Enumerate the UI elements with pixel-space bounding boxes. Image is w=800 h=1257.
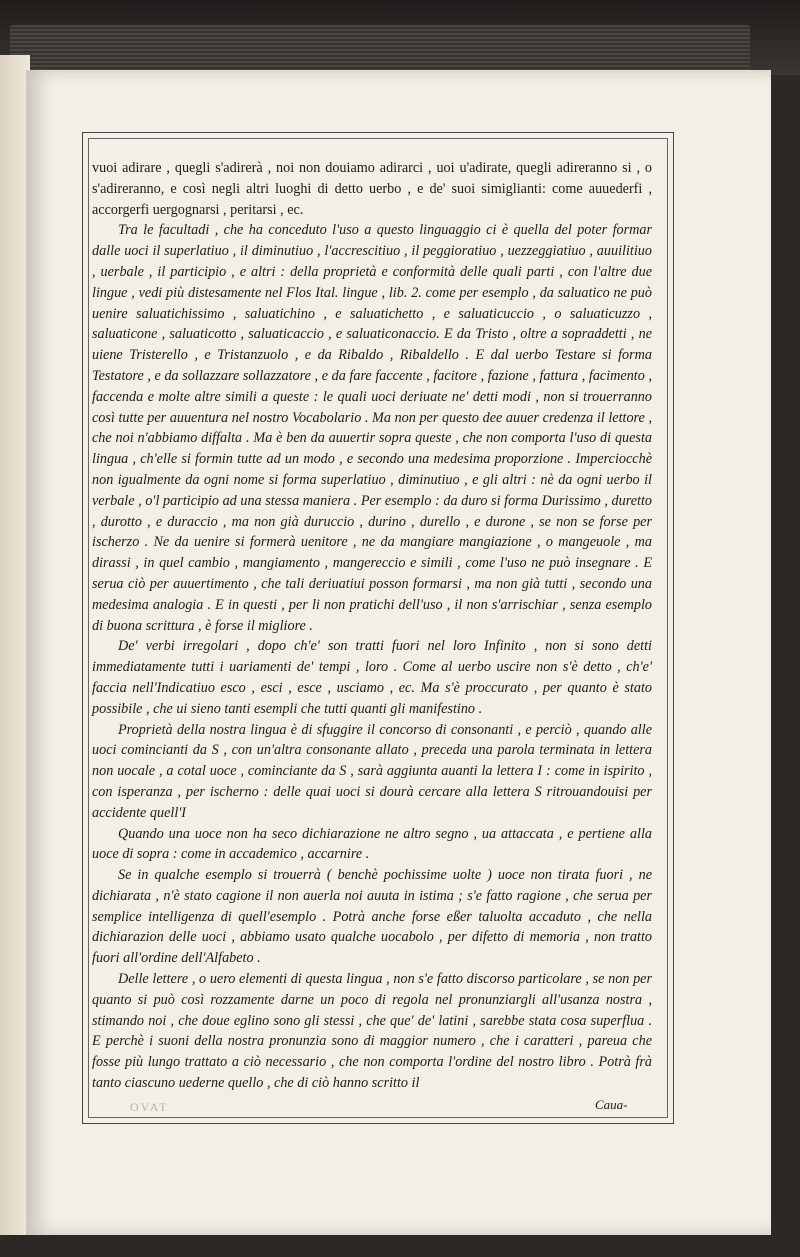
paragraph-2: Tra le facultadi , che ha conceduto l'uso a questo linguaggio ci è quella del poter formar dalle uoci il superlatiuo , il diminutiuo , l'accrescitiuo , il peggioratiuo , uezzeggiatiuo , auuilitiuo , uerbale , il participio , e altri : della proprietà e conformità delle quali parti , con l'altre due lingue , vedi più distesamente nel Flos Ital. lingue , lib. 2. come per esemplo , da saluatico ne può uenire saluatichissimo , saluatichino , e saluatichetto , e saluaticuccio , o saluaticuzzo , saluaticone , saluaticotto , saluaticaccio , e saluaticonaccio. E da Tristo , oltre a sopraddetti , ne uiene Tristerello , e Tristanzuolo , e da Ribaldo , Ribaldello . E dal uerbo Testare si forma Testatore , e da sollazzare sollazzatore , e da fare faccente , facitore , fazione , fattura , facimento , faccenda e molte altre simili a queste : le quali uoci deriuate ne' detti modi , non si trouerranno così tutte per auuentura nel nostro Vocabolario . Ma non per questo dee auuer credenza il lettore , che noi n'abbiamo diffalta . Ma è ben da auuertir sopra queste , che non comporta l'uso di questa lingua , ch'elle si formin tutte ad un modo , e secondo una medesima proporzione . Imperciocchè non igualmente da ogni nome si forma superlatiuo , diminutiuo , e gli altri : nè da ogni uerbo il verbale , o'l participio ad una stessa maniera . Per esemplo : da duro si forma Durissimo , duretto , durotto , e duraccio , ma non già duruccio , durino , durello , e durone , se non se forse per ischerzo . Ne da uenire si formerà uenitore , ne da mangiare mangiazione , o mangeuole , ma dirassi , in quel cambio , mangiamento , mangereccio e simili , come l'uso ne può insegnare . E serua ciò per auuertimento , che tali deriuatiui posson formarsi , ma non già tutti , secondo una medesima analogia . E in questi , per li non pratichi dell'uso , il non s'arrischiar , senza esemplo di buona scrittura , è forse il migliore . [92,222,652,634]
paragraph-1: vuoi adirare , quegli s'adirerà , noi non douiamo adirarci , uoi u'adirate, quegli adireranno si , o s'adireranno, e così negli altri luoghi di detto uerbo , e de' suoi simiglianti: come auuederfi , accorgerfi uergognarsi , peritarsi , ec. [92,160,652,218]
paragraph-7: Delle lettere , o uero elementi di questa lingua , non s'e fatto discorso particolare , se non per quanto si può così rozzamente darne un poco di regola nel pronunziargli all'usanza nostra , stimando noi , che doue eglino sono gli stessi , che que' de' latini , sarebbe stata cosa superflua . E perchè i suoni della nostra pronunzia sono di maggior numero , che i caratteri , pareua che fosse più lungo trattato a ciò necessario , che non comporta l'ordine del nostro libro . Potrà frà tanto ciascuno uederne quello , che di ciò hanno scritto il [92,971,652,1092]
book-page-edges [10,25,750,73]
paragraph-3: De' verbi irregolari , dopo ch'e' son tratti fuori nel loro Infinito , non si sono detti immediatamente tutti i uariamenti de' tempi , loro . Come al uerbo uscire non s'è detto , ch'e' faccia nell'Indicatiuo esco , esci , esce , usciamo , ec. Ma s'è proccurato , per quanto è stato possibile , che ui sieno tanti esempli che tutti quanti gli manifestino . [92,638,652,717]
bleed-through-text: OVAT [130,1100,169,1114]
catchword: Caua- [595,1097,628,1112]
text-block [92,158,652,1094]
paragraph-4: Proprietà della nostra lingua è di sfuggire il concorso di consonanti , e perciò , quando alle uoci comincianti da S , con un'altra consonante allato , preceda una parola terminata in lettera non uocale , a cotal uoce , cominciante da S , sarà aggiunta auanti la lettera I : come in ispirito , con isperanza , per ischerno : delle quai uoci si dourà cercare alla lettera S ritrouandouisi per accidente quell'I [92,721,652,821]
paragraph-6: Se in qualche esemplo si trouerrà ( benchè pochissime uolte ) uoce non tirata fuori , ne dichiarata , n'è stato cagione il non auerla noi auuta in istima ; s'e fatto ragione , che serua per semplice intelligenza di quell'esemplo . Potrà anche forse eßer taluolta accaduto , che nella dichiarazion delle uoci , abbiamo usato qualche uocabolo , per difetto di memoria , non tratto fuori all'ordine dell'Alfabeto . [92,867,652,967]
paragraph-5: Quando una uoce non ha seco dichiarazione ne altro segno , ua attaccata , e pertiene alla uoce di sopra : come in accademico , accarnire . [92,825,652,863]
